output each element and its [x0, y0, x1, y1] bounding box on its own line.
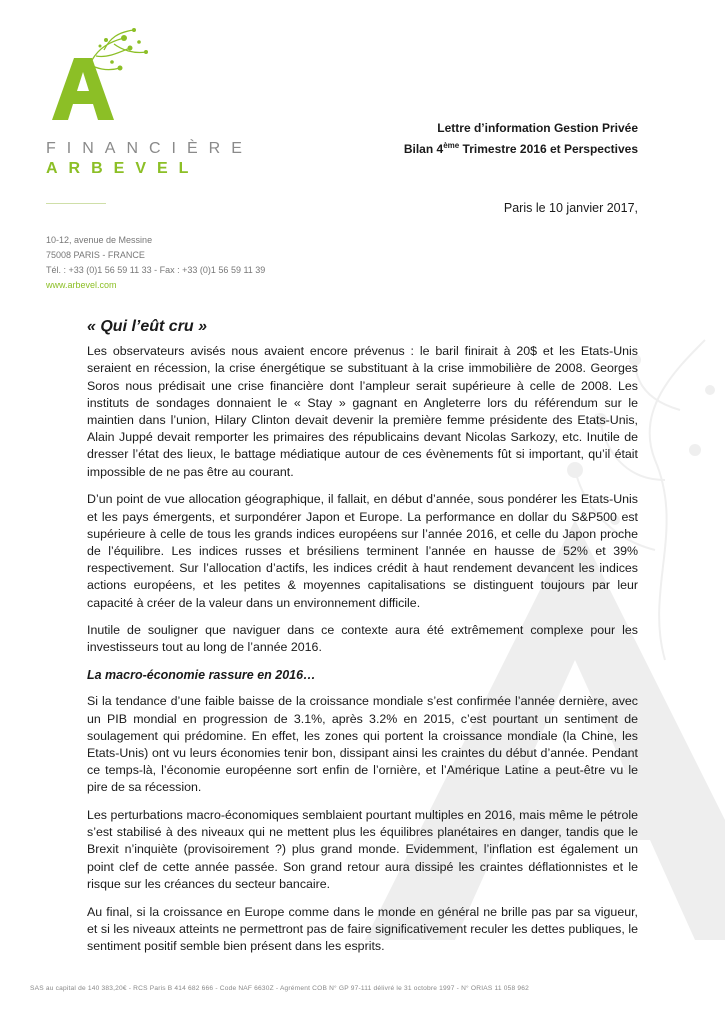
- brand-name-financiere: FINANCIÈRE: [46, 140, 253, 157]
- heading-line2-pre: Bilan 4: [403, 142, 444, 156]
- paragraph: Si la tendance d’une faible baisse de la croissance mondiale s’est confirmée l’année dernière, avec un PIB mondial en progression de 3.1%, après 3.2% en 2015, c’est pourtant un sentiment de soulagement qui prédomine. En effet, les zones qui portent la croissance mondiale (la Chine, les Etats-Unis) ont vu leurs économies tenir bon, dissipant ainsi les craintes du début d’année. Pendant ce temps-là, l’économie européenne sort enfin de l’ornière, et l’Amérique Latine a peut-être vu le pire de sa récession.: [87, 694, 638, 795]
- letter-title: « Qui l’eût cru »: [87, 318, 208, 335]
- arbevel-logo-icon: [44, 28, 154, 128]
- logo-divider: [46, 203, 106, 204]
- brand-name-arbevel: ARBEVEL: [46, 160, 200, 177]
- paragraph: D’un point de vue allocation géographique, il fallait, en début d’année, sous pondérer les Etats-Unis et les pays émergents, et surpondérer Japon et Europe. La performance en dollar du S&P500 est supérieure à celle de tous les grands indices européens sur l’année 2016, et celle du Japon proche de l’équilibre. Les indices russes et brésiliens terminent l’année en hausse de 52% et 39% respectivement. Sur l’allocation d’actifs, les indices crédit à haut rendement devancent les indices actions européens, et les petites & moyennes capitalisations se distinguent toujours par leur capacité à créer de la valeur dans un environnement difficile.: [87, 492, 638, 610]
- paragraph: Les observateurs avisés nous avaient encore prévenus : le baril finirait à 20$ et les Etats-Unis seraient en récession, la crise énergétique se substituant à la crise immobilière de 2008. Georges Soros nous prédisait une crise financière dont l’ampleur serait supérieure à celle de 2008. Les instituts de sondages donnaient le « Stay » gagnant en Angleterre lors du référendum sur le maintien dans l’union, Hilary Clinton devait devenir la première femme présidente des Etats-Unis, Alain Juppé devait remporter les primaires des républicains devant Nicolas Sarkozy, etc. Inutile de dresser l’état des lieux, le battage médiatique autour de ces évènements fût si important, qu’il était impossible de ne pas être au courant.: [87, 344, 638, 479]
- address-city: 75008 PARIS - FRANCE: [46, 250, 145, 260]
- heading-line2-sup: ème: [443, 141, 460, 150]
- paragraph: Les perturbations macro-économiques semblaient pourtant multiples en 2016, mais même le pétrole s’est stabilisé à des niveaux qui ne mettent plus les équilibres planétaires en danger, tandis que le Brexit n’inquiète (provisoirement ?) plus grand monde. Evidemment, l’inflation est également un point clef de cette année passée. Son grand retour aura dissipé les craintes déflationnistes et le risque sur les créances du secteur bancaire.: [87, 808, 638, 891]
- company-address: [46, 233, 265, 293]
- legal-footer: SAS au capital de 140 383,20€ - RCS Paris B 414 682 666 - Code NAF 6630Z - Agrément COB N° GP 97-111 délivré le 31 octobre 1997 - N° ORIAS 11 058 962: [30, 985, 529, 992]
- paragraph: Inutile de souligner que naviguer dans ce contexte aura été extrêmement complexe pour les investisseurs tout au long de l’année 2016.: [87, 623, 638, 655]
- section-title: La macro-économie rassure en 2016…: [87, 668, 316, 683]
- paragraph: Au final, si la croissance en Europe comme dans le monde en général ne brille pas par sa vigueur, et si les niveaux atteints ne permettront pas de faire significativement reculer les dettes publiques, le sentiment positif semble bien présent dans les esprits.: [87, 904, 638, 953]
- letter-heading: [404, 120, 638, 158]
- website-link[interactable]: www.arbevel.com: [46, 280, 117, 290]
- letter-date: Paris le 10 janvier 2017,: [503, 201, 638, 215]
- address-street: 10-12, avenue de Messine: [46, 235, 153, 245]
- letter-body: [87, 318, 638, 966]
- heading-line2-post: Trimestre 2016 et Perspectives: [459, 142, 638, 156]
- address-phone: Tél. : +33 (0)1 56 59 11 33 - Fax : +33 (0)1 56 59 11 39: [46, 265, 266, 275]
- heading-line2: [404, 137, 638, 158]
- heading-line1: Lettre d’information Gestion Privée: [437, 121, 638, 135]
